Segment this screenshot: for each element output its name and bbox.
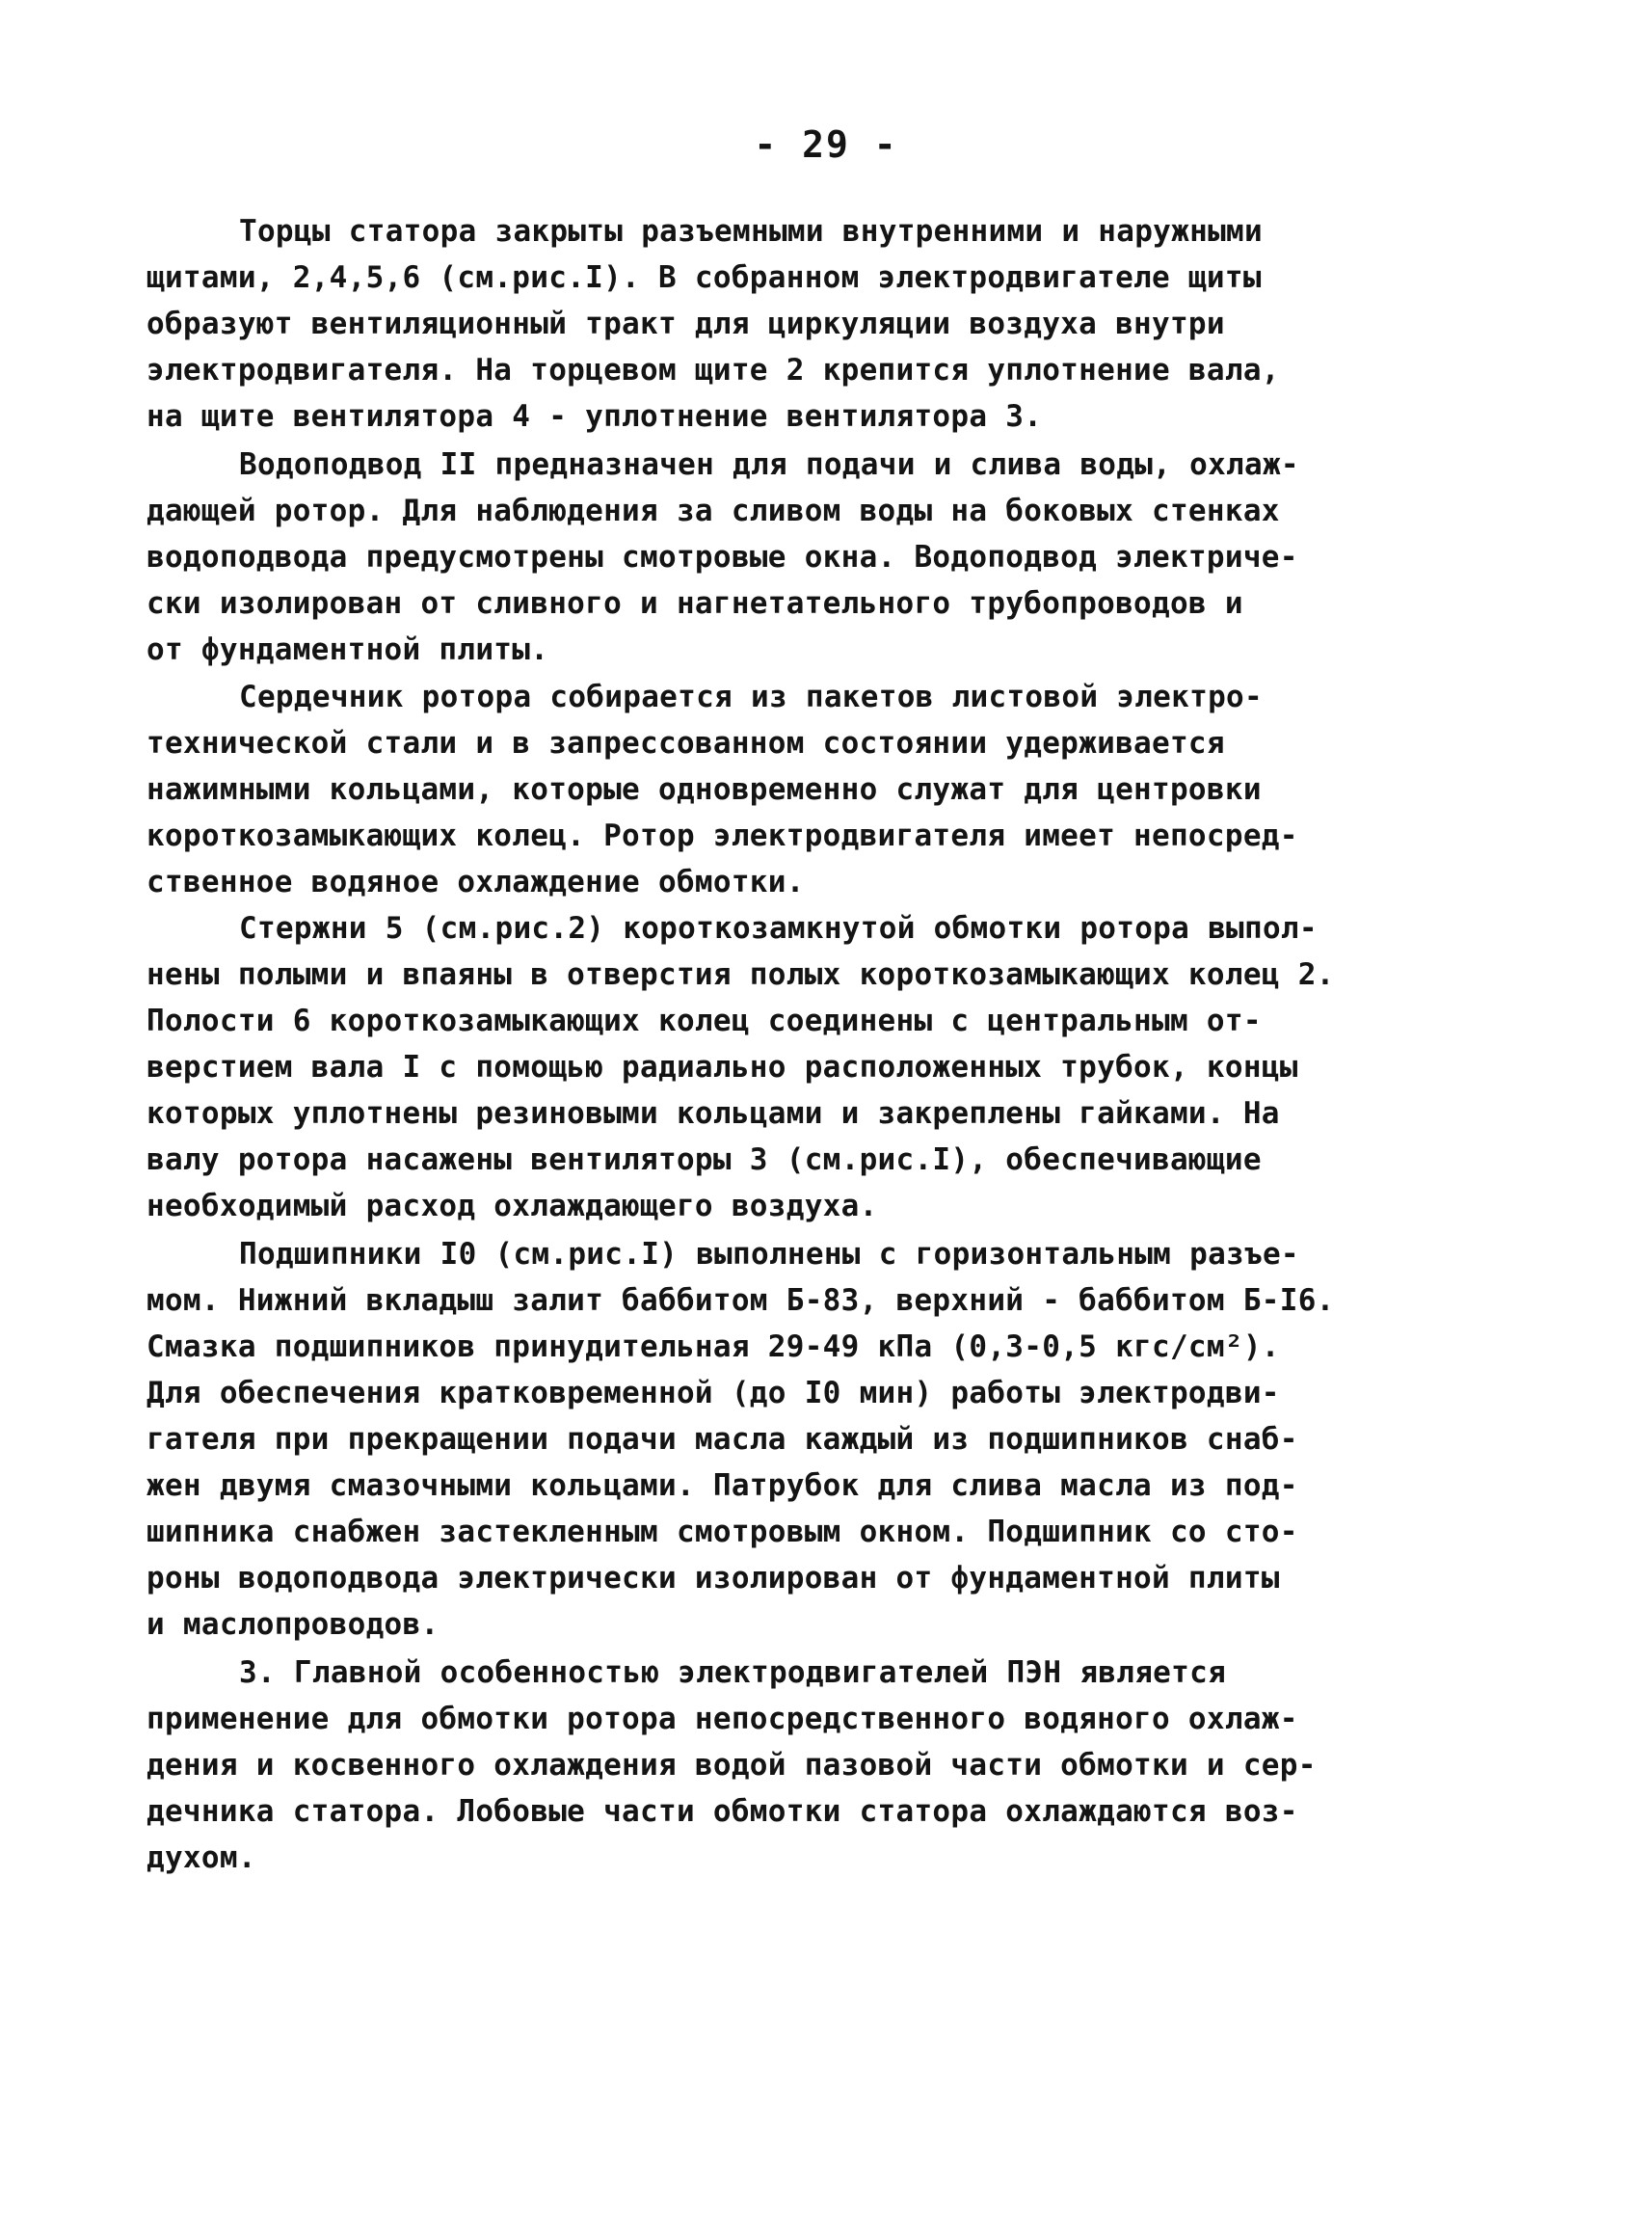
text-line: жен двумя смазочными кольцами. Патрубок для слива масла из под- (147, 1468, 1298, 1503)
text-line: на щите вентилятора 4 - уплотнение вентилятора 3. (147, 399, 1043, 434)
page-number: - 29 - (754, 123, 898, 166)
text-line: роны водоподвода электрически изолирован от фундаментной плиты (147, 1561, 1280, 1596)
text-line: Подшипники I0 (см.рис.I) выполнены с горизонтальным разъе- (239, 1237, 1299, 1272)
text-line: дающей ротор. Для наблюдения за сливом воды на боковых стенках (147, 494, 1280, 528)
text-line: Для обеспечения кратковременной (до I0 мин) работы электродви- (147, 1376, 1280, 1410)
text-line: от фундаментной плиты. (147, 632, 549, 667)
text-line: духом. (147, 1840, 256, 1875)
text-line: Стержни 5 (см.рис.2) короткозамкнутой обмотки ротора выпол- (239, 911, 1318, 946)
text-line: которых уплотнены резиновыми кольцами и закреплены гайками. На (147, 1096, 1280, 1131)
text-line: нены полыми и впаяны в отверстия полых короткозамыкающих колец 2. (147, 957, 1335, 992)
text-line: валу ротора насажены вентиляторы 3 (см.рис.I), обеспечивающие (147, 1142, 1262, 1177)
text-line: ственное водяное охлаждение обмотки. (147, 865, 805, 899)
text-line: шипника снабжен застекленным смотровым окном. Подшипник со сто- (147, 1515, 1298, 1549)
text-line: дения и косвенного охлаждения водой пазовой части обмотки и сер- (147, 1748, 1317, 1783)
text-line: Полости 6 короткозамыкающих колец соединены с центральным от- (147, 1004, 1262, 1038)
text-line: гателя при прекращении подачи масла каждый из подшипников снаб- (147, 1422, 1298, 1457)
text-line: Водоподвод II предназначен для подачи и слива воды, охлаж- (239, 447, 1299, 482)
text-line: электродвигателя. На торцевом щите 2 крепится уплотнение вала, (147, 353, 1280, 388)
text-line: образуют вентиляционный тракт для циркуляции воздуха внутри (147, 307, 1225, 341)
text-line: щитами, 2,4,5,6 (см.рис.I). В собранном электродвигателе щиты (147, 260, 1262, 295)
text-line: водоподвода предусмотрены смотровые окна. Водоподвод электриче- (147, 540, 1298, 575)
text-line: применение для обмотки ротора непосредственного водяного охлаж- (147, 1702, 1298, 1736)
text-line: необходимый расход охлаждающего воздуха. (147, 1189, 878, 1223)
text-line: мом. Нижний вкладыш залит баббитом Б-83, верхний - баббитом Б-I6. (147, 1283, 1335, 1318)
text-line: короткозамыкающих колец. Ротор электродвигателя имеет непосред- (147, 818, 1298, 853)
text-line: дечника статора. Лобовые части обмотки статора охлаждаются воз- (147, 1794, 1298, 1829)
text-line: технической стали и в запрессованном состоянии удерживается (147, 726, 1225, 761)
text-line: 3. Главной особенностью электродвигателей ПЭН является (239, 1655, 1227, 1690)
text-line: и маслопроводов. (147, 1607, 440, 1642)
text-line: Сердечник ротора собирается из пакетов листовой электро- (239, 680, 1263, 714)
text-line: нажимными кольцами, которые одновременно служат для центровки (147, 772, 1262, 807)
text-line: Смазка подшипников принудительная 29-49 кПа (0,3-0,5 кгс/см²). (147, 1329, 1280, 1364)
text-line: Торцы статора закрыты разъемными внутренними и наружными (239, 214, 1263, 249)
text-line: ски изолирован от сливного и нагнетательного трубопроводов и (147, 586, 1243, 621)
text-line: верстием вала I с помощью радиально расположенных трубок, концы (147, 1050, 1298, 1085)
